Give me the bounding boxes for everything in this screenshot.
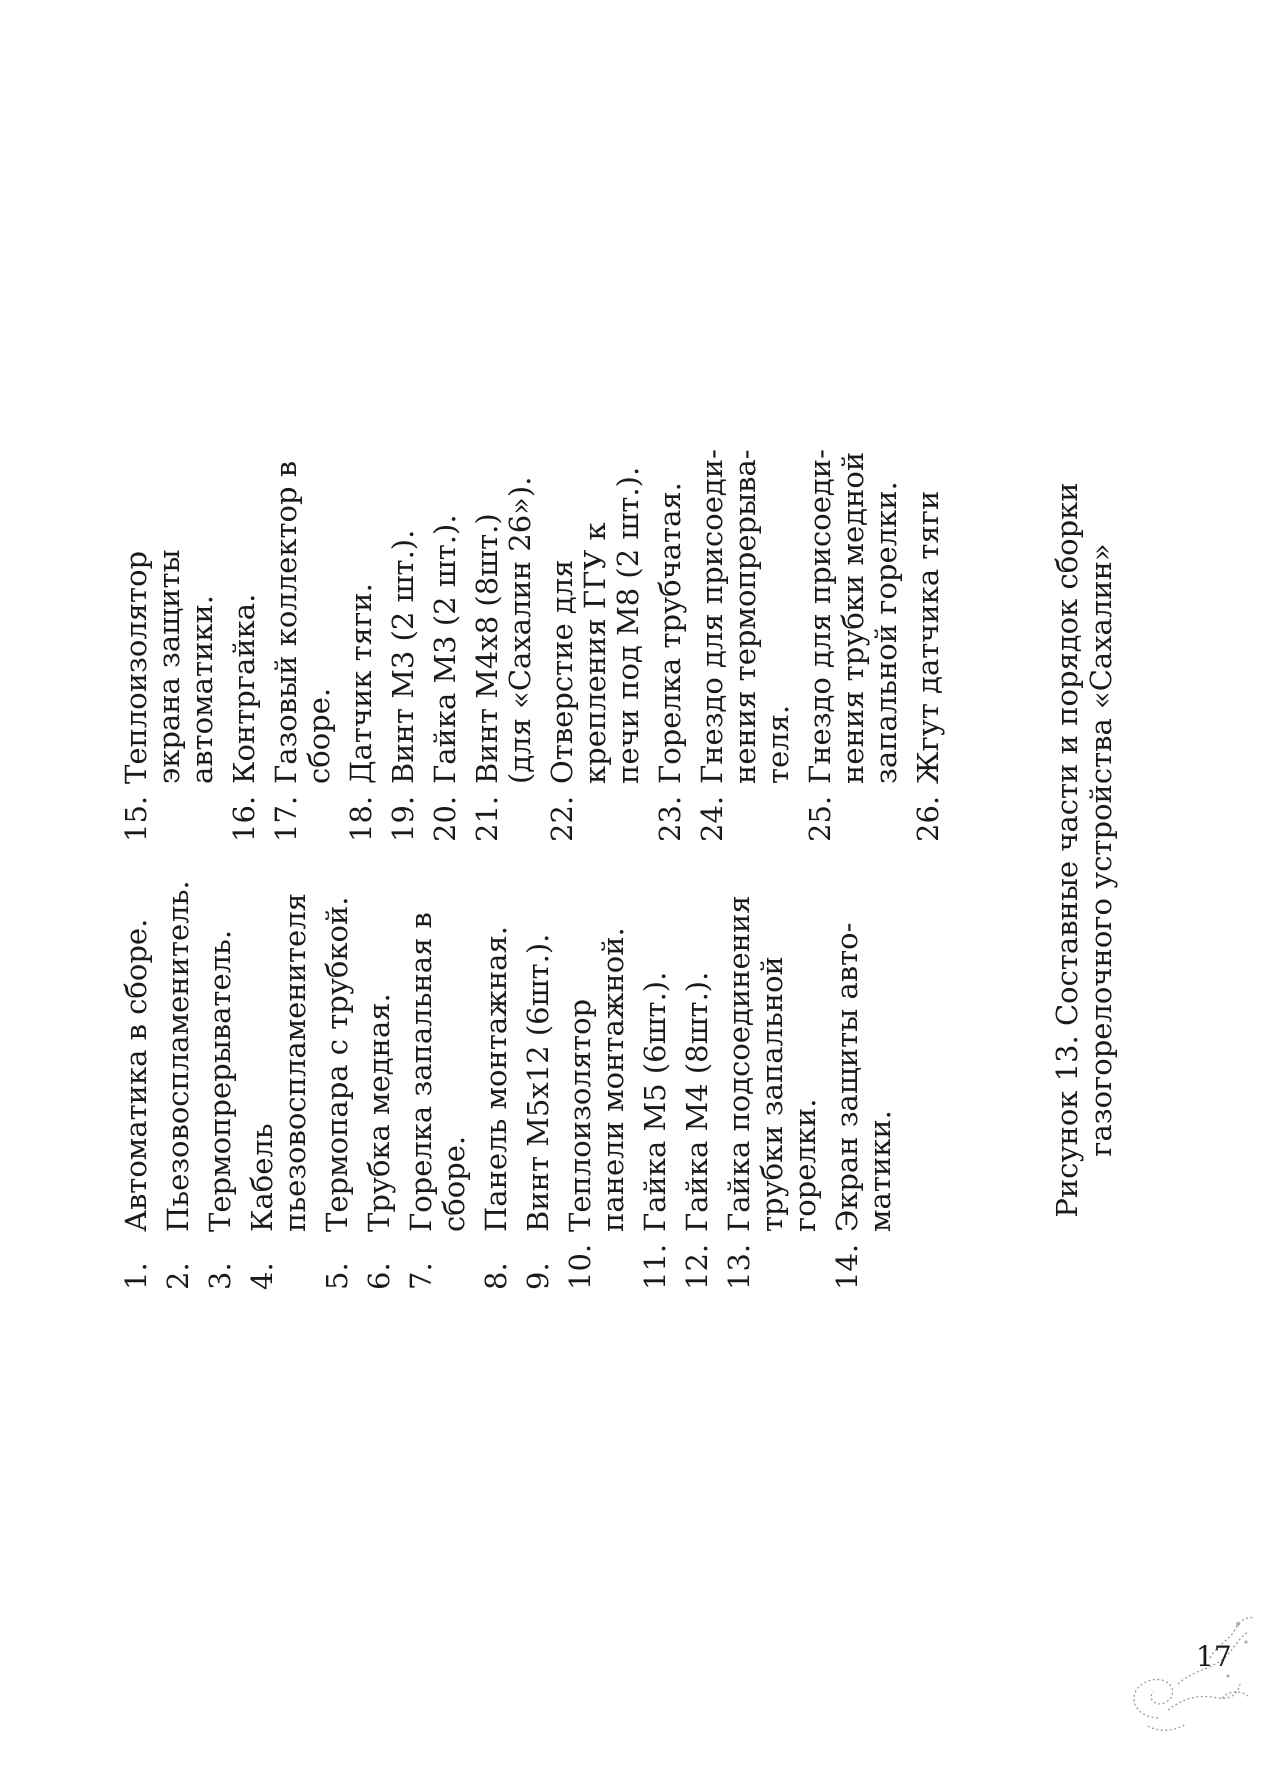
item-text: Винт М4х8 (8шт.) (для «Сахалин 26»). xyxy=(470,476,537,784)
list-item xyxy=(564,890,630,1290)
list-item xyxy=(120,442,219,842)
item-number: 13. xyxy=(722,1243,756,1290)
item-text: Автоматика в сборе. xyxy=(119,918,153,1232)
list-item xyxy=(831,890,897,1290)
parts-list-left xyxy=(119,880,906,1290)
list-item xyxy=(696,442,795,842)
item-number: 21. xyxy=(470,795,504,842)
item-number: 1. xyxy=(119,1262,153,1290)
item-number: 14. xyxy=(830,1243,864,1290)
item-number: 17. xyxy=(269,795,303,842)
item-number: 20. xyxy=(428,795,462,842)
item-text: Горелка запальная в сборе. xyxy=(404,912,471,1232)
item-number: 16. xyxy=(227,795,261,842)
corner-ornament-icon xyxy=(1118,1598,1258,1748)
item-number: 12. xyxy=(680,1243,714,1290)
list-item xyxy=(387,442,420,842)
item-number: 24. xyxy=(695,795,729,842)
list-item xyxy=(228,442,261,842)
list-item xyxy=(546,442,645,842)
item-number: 19. xyxy=(386,795,420,842)
item-number: 2. xyxy=(161,1262,195,1290)
item-number: 6. xyxy=(362,1262,396,1290)
list-item xyxy=(654,442,687,842)
list-item xyxy=(480,890,513,1290)
item-number: 8. xyxy=(479,1262,513,1290)
item-text: Гнездо для присоединения термопрерывателя. xyxy=(695,449,795,784)
item-text: Гайка М5 (6шт.). xyxy=(638,971,672,1232)
item-number: 10. xyxy=(563,1243,597,1290)
item-text: Термопрерыватель. xyxy=(203,929,237,1232)
caption-line-1: Рисунок 13. Составные части и порядок сборки xyxy=(1050,482,1084,1218)
item-text: Гайка М4 (8шт.). xyxy=(680,971,714,1232)
list-item xyxy=(405,890,471,1290)
item-number: 5. xyxy=(320,1262,354,1290)
item-text: Газовый коллектор в сборе. xyxy=(269,460,336,784)
item-text: Винт М3 (2 шт.). xyxy=(386,529,420,784)
item-text: Винт М5х12 (6шт.). xyxy=(521,933,555,1232)
list-item xyxy=(345,442,378,842)
item-text: Панель монтажная. xyxy=(479,926,513,1232)
item-text: Гайка подсоединения трубки запальной горелки. xyxy=(722,895,822,1232)
item-text: Жгут датчика тяги xyxy=(911,490,945,784)
list-item xyxy=(246,890,312,1290)
list-item xyxy=(161,880,195,1290)
item-number: 11. xyxy=(638,1243,672,1290)
item-number: 18. xyxy=(344,795,378,842)
list-item xyxy=(429,442,462,842)
parts-list-right xyxy=(120,442,954,842)
figure-caption xyxy=(1050,410,1118,1290)
item-number: 15. xyxy=(119,795,153,842)
item-number: 9. xyxy=(521,1262,555,1290)
item-text: Отверстие для крепления ГГУ к печи под М8 (2 шт.). xyxy=(545,466,645,784)
item-text: Пьезовоспламенитель. xyxy=(161,880,195,1232)
list-item xyxy=(321,890,354,1290)
item-number: 26. xyxy=(911,795,945,842)
item-text: Теплоизолятор экрана защиты автоматики. xyxy=(119,549,219,784)
item-number: 4. xyxy=(245,1262,279,1290)
list-item xyxy=(471,442,537,842)
item-text: Датчик тяги. xyxy=(344,583,378,784)
item-text: Контргайка. xyxy=(227,593,261,784)
list-item xyxy=(804,442,903,842)
item-number: 22. xyxy=(545,795,579,842)
item-text: Экран защиты автоматики. xyxy=(830,922,897,1232)
list-item xyxy=(723,890,822,1290)
rotated-content xyxy=(120,410,1150,1290)
item-text: Горелка трубчатая. xyxy=(653,482,687,784)
page-number: 17 xyxy=(1196,1640,1232,1673)
item-text: Теплоизолятор панели монтажной. xyxy=(563,927,630,1232)
list-item xyxy=(912,442,945,842)
caption-line-2: газогорелочного устройства «Сахалин» xyxy=(1084,543,1118,1157)
item-text: Гнездо для присоединения трубки медной запальной горелки. xyxy=(803,449,903,784)
list-item xyxy=(270,442,336,842)
item-number: 25. xyxy=(803,795,837,842)
item-number: 23. xyxy=(653,795,687,842)
list-item xyxy=(639,890,672,1290)
list-item xyxy=(681,890,714,1290)
item-number: 7. xyxy=(404,1262,438,1290)
item-text: Гайка М3 (2 шт.). xyxy=(428,514,462,784)
item-text: Термопара с трубкой. xyxy=(320,896,354,1232)
list-item xyxy=(363,890,396,1290)
item-text: Кабель пьезовоспламенителя xyxy=(245,893,312,1232)
list-item xyxy=(120,890,153,1290)
list-item xyxy=(204,890,237,1290)
list-item xyxy=(522,890,555,1290)
item-number: 3. xyxy=(203,1262,237,1290)
item-text: Трубка медная. xyxy=(362,993,396,1232)
